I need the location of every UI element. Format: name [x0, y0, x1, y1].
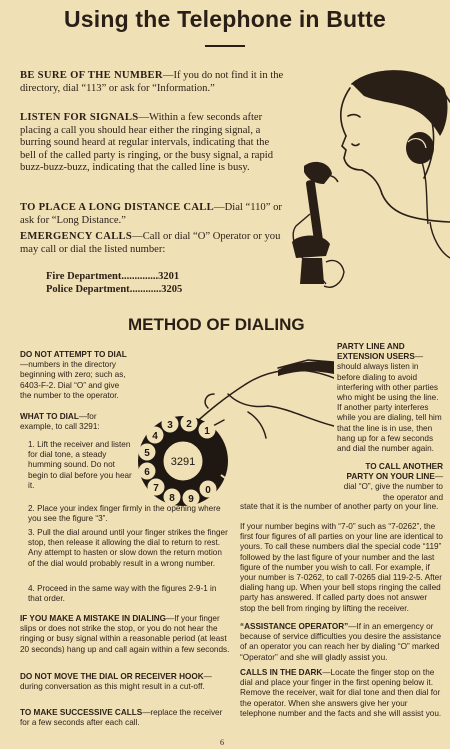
mistake-body: —If your finger slips or does not strike the stop, or you do not hear the ringing or busy signal within a reasonable period (at least 20 seconds) hang up and call again within a few seconds.	[20, 614, 230, 654]
title-rule	[205, 45, 245, 47]
party-line-paragraph	[337, 342, 443, 454]
step-1: 1. Lift the receiver and listen for dial tone, a steady humming sound. Do not begin to dial before you hear it.	[28, 440, 132, 490]
mistake-paragraph	[20, 614, 232, 655]
dial-digit-8: 8	[169, 493, 175, 504]
fire-label: Fire Department	[46, 271, 122, 282]
emergency-paragraph	[20, 231, 287, 256]
method-of-dialing-heading: METHOD OF DIALING	[128, 315, 305, 334]
sure-body: —If you do not find it in the directory, dial “113” or ask for “Information.”	[20, 70, 284, 94]
emergency-body: —Call or dial “O” Operator or you may call or dial the listed number:	[20, 231, 281, 255]
attempt-paragraph	[20, 350, 128, 401]
listen-body: —Within a few seconds after placing a call you should hear either the ringing signal, a burring sound heard at regular intervals, indicating that the bell of the called party is ringing, or the busy signal, a rapid buzz-buzz-buzz, indicating that the called line is busy.	[20, 112, 274, 174]
another-party-paragraph	[337, 462, 443, 503]
mistake-heading: IF YOU MAKE A MISTAKE IN DIALING	[20, 614, 167, 623]
long-distance-body: —Dial “110” or ask for “Long Distance.”	[20, 202, 282, 226]
dial-digit-6: 6	[144, 467, 150, 478]
dial-digit-2: 2	[186, 419, 192, 430]
party-line-heading: PARTY LINE AND EXTENSION USERS	[337, 342, 415, 362]
long-distance-heading: TO PLACE A LONG DISTANCE CALL	[20, 202, 215, 213]
listen-heading: LISTEN FOR SIGNALS	[20, 112, 139, 123]
police-dots: ............	[129, 284, 162, 295]
dial-digit-7: 7	[153, 483, 159, 494]
not-move-heading: DO NOT MOVE THE DIAL OR RECEIVER HOOK	[20, 672, 204, 681]
dial-digit-5: 5	[144, 448, 150, 459]
successive-body: —replace the receiver for a few seconds after each call.	[20, 708, 223, 728]
dark-heading: CALLS IN THE DARK	[240, 668, 323, 677]
step-2: 2. Place your index finger firmly in the opening where you see the figure “3”.	[28, 504, 221, 524]
attempt-heading: DO NOT ATTEMPT TO DIAL	[20, 350, 127, 359]
step-3: 3. Pull the dial around until your finger strikes the finger stop, then release it allowing the dial to return to rest. Any attempt to hasten or slow down the return motion of the dial would probably result in a wrong number.	[28, 528, 228, 568]
step-4: 4. Proceed in the same way with the figures 2-9-1 in that order.	[28, 584, 217, 604]
not-move-paragraph	[20, 672, 232, 692]
not-move-body: —during conversation as this might result in a cut-off.	[20, 672, 212, 692]
another-party-body: —dial “O”, give the number to the operator and	[343, 472, 443, 502]
sure-heading: BE SURE OF THE NUMBER	[20, 70, 163, 81]
police-row	[46, 283, 182, 296]
assistance-paragraph	[240, 622, 444, 663]
seven-zero-paragraph: If your number begins with “7-0” such as “7-0262”, the first four figures of all parties on your line are identical to yours. To call these numbers dial the special code “119” followed by the last figure of your number and the last figure of the number you wish to call. For example, if your number is 7-0262, to call 7-0265 dial 119-2-5. After dialing hang up. When your bell stops ringing the called party has answered. If called party does not answer stop the bell from ringing by lifting the receiver.	[240, 522, 443, 613]
another-party-continued: state that it is the number of another party on your line.	[240, 502, 439, 511]
successive-heading: TO MAKE SUCCESSIVE CALLS	[20, 708, 143, 717]
dark-paragraph	[240, 668, 444, 719]
what-to-dial-heading: WHAT TO DIAL	[20, 412, 79, 421]
listen-paragraph	[20, 112, 287, 175]
assistance-body: —If in an emergency or because of service difficulties you desire the assistance of an operator you can reach her by dialing “O” marked “Operator” and she will gladly assist you.	[240, 622, 442, 662]
dial-digit-9: 9	[188, 494, 194, 505]
dial-digit-0: 0	[205, 485, 211, 496]
dial-digit-3: 3	[167, 420, 173, 431]
page-title: Using the Telephone in Butte	[63, 6, 387, 32]
rotary-dial	[137, 415, 229, 507]
fire-row	[46, 270, 182, 283]
fire-number: 3201	[158, 271, 180, 282]
party-line-body: —should always listen in before dialing to avoid interfering with other parties who might be using the line. If another party interferes while you are dialing, tell him that the line is in use, then hang up for a few seconds and dial the number again.	[337, 352, 442, 454]
sure-paragraph	[20, 70, 287, 95]
police-label: Police Department	[46, 284, 130, 295]
dial-center-label: 3291	[170, 456, 196, 468]
another-party-heading: TO CALL ANOTHER PARTY ON YOUR LINE	[346, 462, 443, 482]
emergency-numbers	[46, 270, 182, 296]
what-to-dial-paragraph	[20, 412, 132, 432]
what-to-dial-body: —for example, to call 3291:	[20, 412, 100, 432]
long-distance-paragraph	[20, 202, 287, 227]
dial-digit-1: 1	[204, 426, 210, 437]
attempt-body: —numbers in the directory beginning with zero; such as, 6403-F-2. Dial “O” and give the number to the operator.	[20, 360, 126, 400]
page-number: 6	[220, 738, 224, 747]
dial-digit-4: 4	[152, 431, 158, 442]
successive-paragraph	[20, 708, 232, 728]
assistance-heading: “ASSISTANCE OPERATOR”	[240, 622, 349, 631]
emergency-heading: EMERGENCY CALLS	[20, 231, 133, 242]
dark-body: —Locate the finger stop on the dial and place your finger in the first opening below it. Remove the receiver, wait for dial tone and then dial for the operator. When she answers give her your telephone number and the facts and she will assist you.	[240, 668, 442, 718]
fire-dots: ..............	[121, 271, 159, 282]
woman-phone-illustration	[282, 62, 450, 294]
police-number: 3205	[161, 284, 183, 295]
